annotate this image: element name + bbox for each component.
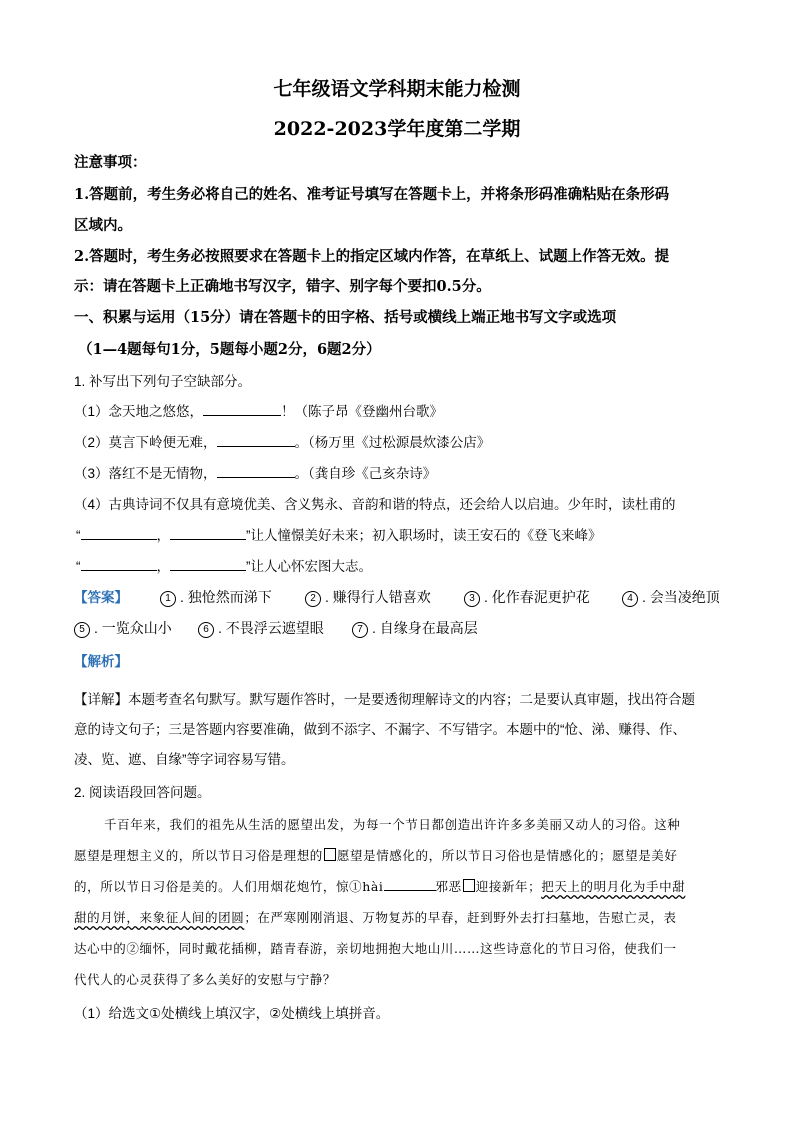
answer-blank <box>170 525 246 540</box>
part-1-suffix: ！（陈子昂《登幽州台歌》 <box>281 404 444 419</box>
answer-text: . 自缘身在最高层 <box>372 620 478 636</box>
part-2-suffix: 。（杨万里《过松源晨炊漆公店》 <box>294 435 491 450</box>
answer-item-3 <box>464 587 590 607</box>
passage-line-1: 千百年来，我们的祖先从生活的愿望出发，为每一个节日都创造出许许多多美丽又动人的习俗。这种 <box>104 817 681 832</box>
question-1-part-3 <box>74 462 436 482</box>
exam-term: 2022-2023学年度第二学期 <box>273 118 521 140</box>
line-end: ”让人憧憬美好未来；初入职场时，读王安石的《登飞来峰》 <box>246 528 602 543</box>
answer-blank <box>81 525 157 540</box>
answer-item-1 <box>160 587 272 607</box>
answer-item-7 <box>352 618 478 638</box>
part-3-suffix: 。（龚自珍《己亥杂诗》 <box>294 466 437 481</box>
circled-number: 4 <box>622 591 638 607</box>
passage-line-3 <box>74 877 685 895</box>
answer-text: . 独怆然而涕下 <box>180 589 272 605</box>
answer-text: . 化作春泥更护花 <box>484 589 590 605</box>
passage-text: 愿望是情感化的，所以节日习俗也是情感化的；愿望是美好 <box>336 848 678 863</box>
circled-number: 2 <box>305 591 321 607</box>
part-2-prefix: （2）莫言下岭便无难， <box>74 435 217 450</box>
question-2-subquestion-1: （1）给选文①处横线上填汉字，②处横线上填拼音。 <box>74 1006 390 1021</box>
answer-text: . 会当凌绝顶 <box>642 589 720 605</box>
line-end: ”让人心怀宏图大志。 <box>246 559 372 574</box>
question-1-part-4-line-3 <box>76 555 372 575</box>
answer-blank <box>203 401 281 416</box>
section-1-heading: 一、积累与运用（15分）请在答题卡的田字格、括号或横线上端正地书写文字或选项 <box>74 309 617 326</box>
answer-item-5 <box>74 618 172 638</box>
analysis-text: 本题考查名句默写。默写题作答时，一是要透彻理解诗文的内容；二是要认真审题，找出符合题 <box>128 692 695 707</box>
passage-text: ；在严寒刚刚消退、万物复苏的早春，赶到野外去打扫墓地，告慰亡灵，表 <box>244 910 677 925</box>
wavy-underlined-text: 把天上的明月化为手中甜 <box>541 879 686 894</box>
answer-blank <box>170 556 246 571</box>
passage-text: 邪恶 <box>435 879 462 894</box>
analysis-tag: 【解析】 <box>74 654 128 669</box>
question-1-stem: 1. 补写出下列句子空缺部分。 <box>74 374 252 389</box>
open-quote: “ <box>76 528 81 543</box>
question-1-part-4-line-1: （4）古典诗词不仅具有意境优美、含义隽永、音韵和谐的特点，还会给人以启迪。少年时，读杜甫的 <box>74 497 676 512</box>
answer-blank <box>217 432 295 447</box>
section-1-scoring: （1—4题每句1分，5题每小题2分，6题2分） <box>78 341 381 358</box>
notice-item-1-line-1: 1.答题前，考生务必将自己的姓名、准考证号填写在答题卡上，并将条形码准确粘贴在条形码 <box>74 186 670 203</box>
answer-blank <box>217 463 295 478</box>
passage-line-4 <box>74 908 677 926</box>
notice-item-2-line-1: 2.答题时，考生务必按照要求在答题卡上的指定区域内作答，在草纸上、试题上作答无效。提 <box>74 248 670 265</box>
passage-text: 愿望是理想主义的，所以节日习俗是理想的 <box>74 848 323 863</box>
notice-item-1-line-2: 区域内。 <box>74 217 132 234</box>
passage-line-2 <box>74 846 678 864</box>
analysis-line-3: 凌、览、遮、自缘”等字词容易写错。 <box>74 752 295 767</box>
passage-text: 的，所以节日习俗是美的。人们用烟花炮竹，惊①hài <box>74 879 384 894</box>
missing-char-box <box>324 848 336 861</box>
part-3-prefix: （3）落红不是无情物， <box>74 466 217 481</box>
detail-tag: 【详解】 <box>74 692 128 707</box>
part-1-prefix: （1）念天地之悠悠， <box>74 404 204 419</box>
exam-title: 七年级语文学科期末能力检测 <box>273 78 521 100</box>
question-1-part-1 <box>74 400 443 420</box>
question-2-stem: 2. 阅读语段回答问题。 <box>74 785 211 800</box>
answer-item-6 <box>198 618 324 638</box>
question-1-part-2 <box>74 431 490 451</box>
notice-item-2-line-2: 示：请在答题卡上正确地书写汉字，错字、别字每个要扣0.5分。 <box>74 278 491 295</box>
analysis-line-1 <box>74 688 695 708</box>
open-quote: “ <box>76 559 81 574</box>
answer-text: . 赚得行人错喜欢 <box>325 589 431 605</box>
question-1-part-4-line-2 <box>76 524 602 544</box>
comma: ， <box>156 559 170 574</box>
circled-number: 1 <box>160 591 176 607</box>
missing-char-box <box>463 879 475 892</box>
circled-number: 6 <box>198 622 214 638</box>
fill-blank <box>384 878 436 891</box>
notice-heading: 注意事项： <box>74 154 147 171</box>
wavy-underlined-text: 甜的月饼，来象征人间的团圆 <box>74 910 245 925</box>
answer-tag: 【答案】 <box>74 590 128 605</box>
circled-number: 7 <box>352 622 368 638</box>
answer-blank <box>81 556 157 571</box>
answer-item-4 <box>622 587 720 607</box>
analysis-line-2: 意的诗文句子；三是答题内容要准确，做到不添字、不漏字、不写错字。本题中的“怆、涕、赚得、作、 <box>74 722 686 737</box>
answer-text: . 一览众山小 <box>94 620 172 636</box>
answer-item-2 <box>305 587 431 607</box>
passage-line-6: 代代人的心灵获得了多么美好的安慰与宁静？ <box>74 972 337 987</box>
passage-line-5: 达心中的②缅怀，同时戴花插柳，踏青春游，亲切地拥抱大地山川……这些诗意化的节日习俗，使我们一 <box>74 941 677 956</box>
passage-text: 迎接新年； <box>475 879 542 894</box>
answer-text: . 不畏浮云遮望眼 <box>218 620 324 636</box>
comma: ， <box>156 528 170 543</box>
circled-number: 5 <box>74 622 90 638</box>
circled-number: 3 <box>464 591 480 607</box>
